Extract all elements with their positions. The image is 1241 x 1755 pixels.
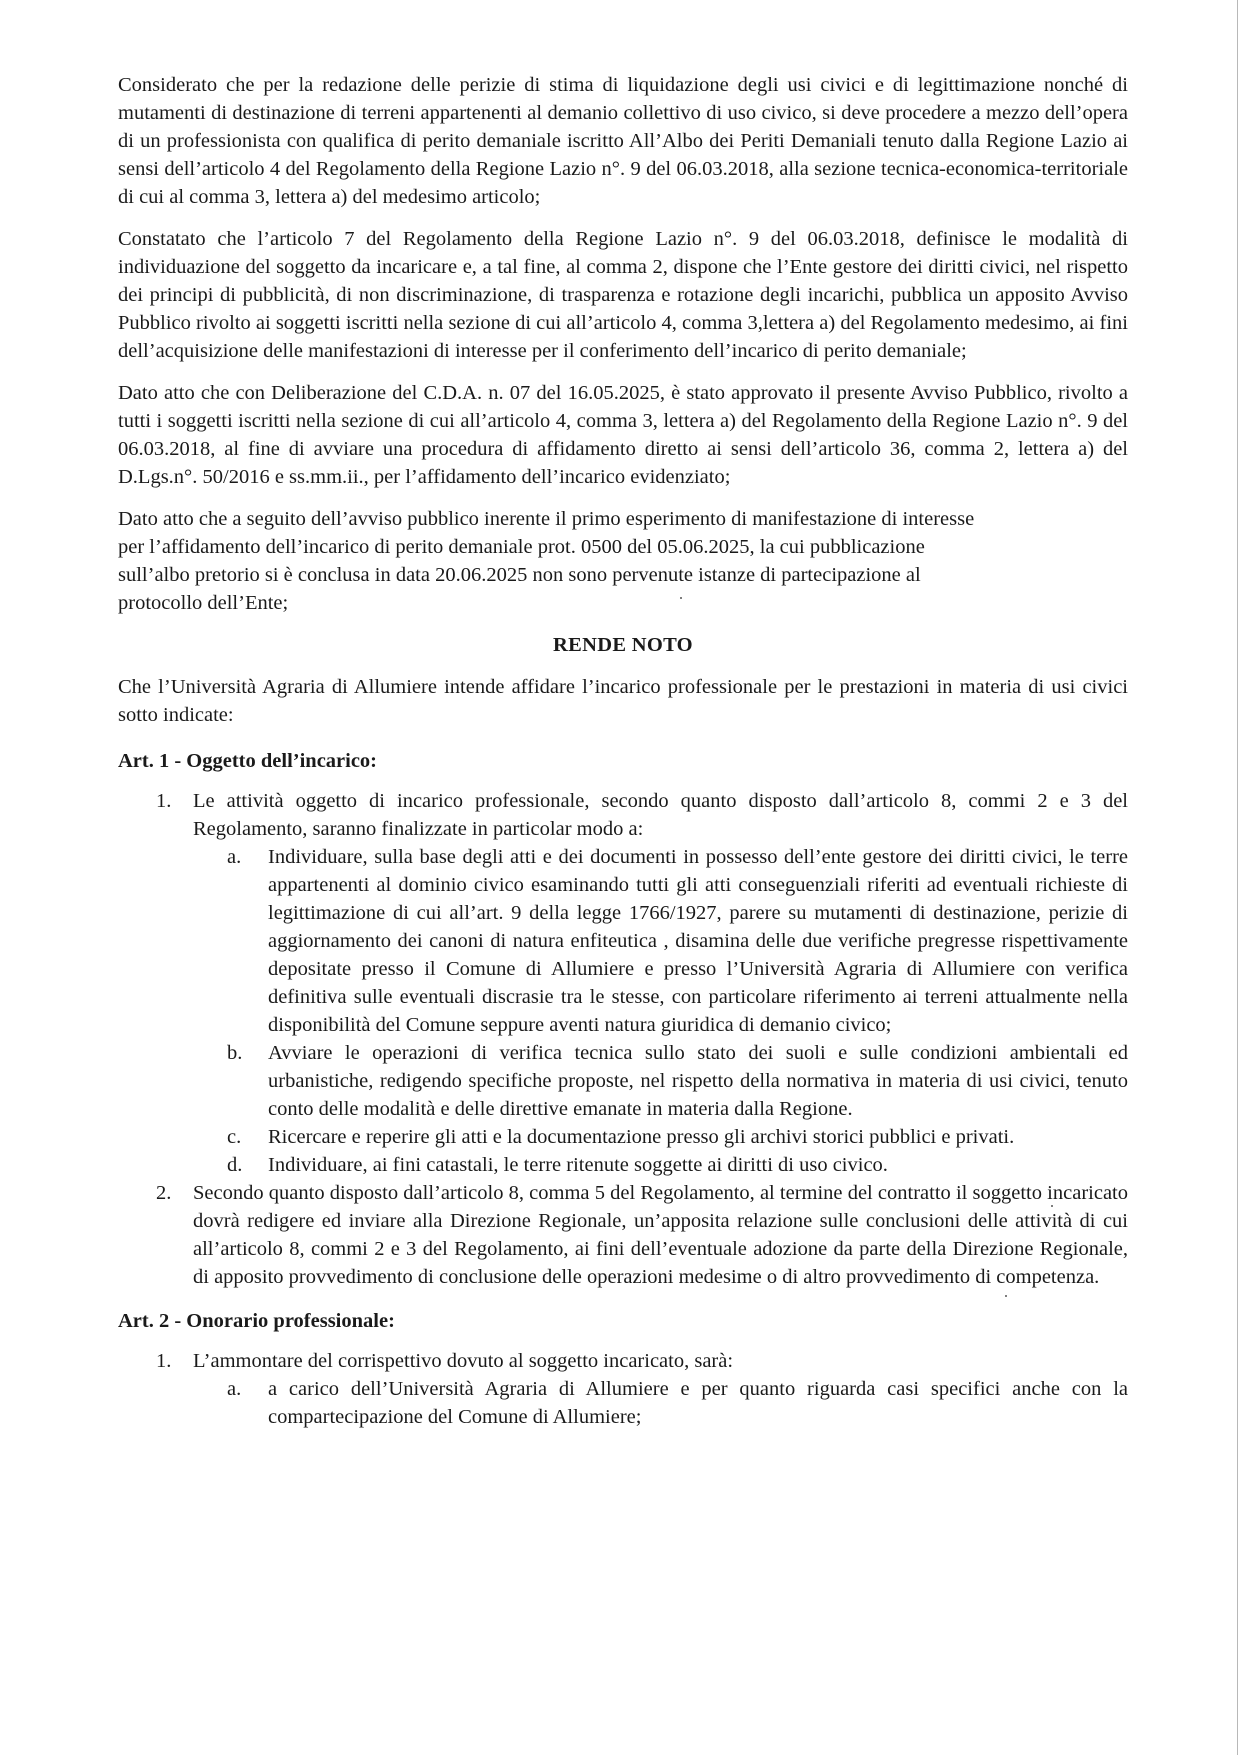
art1-subitem-c-text: Ricercare e reperire gli atti e la documentazione presso gli archivi storici pubblici e privati. bbox=[268, 1126, 1015, 1148]
rende-noto-heading: RENDE NOTO bbox=[553, 634, 693, 656]
list-marker: a. bbox=[227, 846, 242, 868]
art1-subitem-a-text: Individuare, sulla base degli atti e dei documenti in possesso dell’ente gestore dei diritti civici, le terre appartenenti al dominio civico esaminando tutti gli atti conseguenziali riferiti ad eventuali richieste di legittimazione di cui all’art. 9 della legge 1766/1927, parere su mutamenti di destinazione, perizie di aggiornamento dei canoni di natura enfiteutica , disamina delle due verifiche pregresse rispettivamente depositate presso il Comune di Allumiere e presso l’Università Agraria di Allumiere con verifica definitiva sulle eventuali discrasie tra le stesse, con particolare riferimento ai terreni attualmente nella disponibilità del Comune seppure aventi natura giuridica di demanio civico; bbox=[268, 846, 1128, 1036]
art1-item-1 bbox=[156, 787, 1128, 1179]
list-marker: c. bbox=[227, 1126, 242, 1148]
paragraph-dato-atto-deliberazione: Dato atto che con Deliberazione del C.D.A. n. 07 del 16.05.2025, è stato approvato il presente Avviso Pubblico, rivolto a tutti i soggetti iscritti nella sezione di cui all’articolo 4, comma 3, lettera a) del Regolamento della Regione Lazio n°. 9 del 06.03.2018, al fine di avviare una procedura di affidamento diretto ai sensi dell’articolo 36, comma 2, lettera a) del D.Lgs.n°. 50/2016 e ss.mm.ii., per l’affidamento dell’incarico evidenziato; bbox=[118, 382, 1128, 488]
list-marker: d. bbox=[227, 1154, 243, 1176]
art1-subitem-b bbox=[227, 1039, 1128, 1123]
paragraph-constatato: Constatato che l’articolo 7 del Regolamento della Regione Lazio n°. 9 del 06.03.2018, definisce le modalità di individuazione del soggetto da incaricare e, a tal fine, al comma 2, dispone che l’Ente gestore dei diritti civici, nel rispetto dei principi di pubblicità, di non discriminazione, di trasparenza e rotazione degli incarichi, pubblica un apposito Avviso Pubblico rivolto ai soggetti iscritti nella sezione di cui all’articolo 4, comma 3,lettera a) del Regolamento medesimo, ai fini dell’acquisizione delle manifestazioni di interesse per il conferimento dell’incarico di perito demaniale; bbox=[118, 228, 1128, 362]
document-body bbox=[118, 71, 1128, 1447]
art1-subitem-d bbox=[227, 1151, 1128, 1179]
paragraph-considerato: Considerato che per la redazione delle perizie di stima di liquidazione degli usi civici e di legittimazione nonché di mutamenti di destinazione di terreni appartenenti al demanio collettivo di uso civico, si deve procedere a mezzo dell’opera di un professionista con qualifica di perito demaniale iscritto All’Albo dei Periti Demaniali tenuto dalla Regione Lazio ai sensi dell’articolo 4 del Regolamento della Regione Lazio n°. 9 del 06.03.2018, alla sezione tecnica-economica-territoriale di cui al comma 3, lettera a) del medesimo articolo; bbox=[118, 74, 1128, 208]
art1-list bbox=[118, 787, 1128, 1291]
scan-edge-line bbox=[1237, 0, 1238, 1755]
art2-item-1-sublist bbox=[193, 1375, 1128, 1431]
intro-paragraph: Che l’Università Agraria di Allumiere intende affidare l’incarico professionale per le prestazioni in materia di usi civici sotto indicate: bbox=[118, 676, 1128, 726]
art1-item-2 bbox=[156, 1179, 1128, 1291]
art1-subitem-a bbox=[227, 843, 1128, 1039]
art1-subitem-b-text: Avviare le operazioni di verifica tecnica sullo stato dei suoli e sulle condizioni ambientali ed urbanistiche, redigendo specifiche proposte, nel rispetto della normativa in materia di usi civici, tenuto conto delle modalità e delle direttive emanate in materia dalla Regione. bbox=[268, 1042, 1128, 1120]
art2-heading: Art. 2 - Onorario professionale: bbox=[118, 1310, 395, 1332]
art2-item-1 bbox=[156, 1347, 1128, 1431]
list-marker: a. bbox=[227, 1378, 242, 1400]
art2-subitem-a-text: a carico dell’Università Agraria di Allumiere e per quanto riguarda casi specifici anche con la compartecipazione del Comune di Allumiere; bbox=[268, 1378, 1128, 1428]
art2-list bbox=[118, 1347, 1128, 1431]
art1-item-2-text: Secondo quanto disposto dall’articolo 8, comma 5 del Regolamento, al termine del contratto il soggetto incaricato dovrà redigere ed inviare alla Direzione Regionale, un’apposita relazione sulle conclusioni delle attività di cui all’articolo 8, commi 2 e 3 del Regolamento, ai fini dell’eventuale adozione da parte della Direzione Regionale, di apposito provvedimento di conclusione delle operazioni medesime o di altro provvedimento di competenza. bbox=[193, 1182, 1128, 1288]
list-marker: b. bbox=[227, 1042, 243, 1064]
art1-item-1-text: Le attività oggetto di incarico professionale, secondo quanto disposto dall’articolo 8, commi 2 e 3 del Regolamento, saranno finalizzate in particolar modo a: bbox=[193, 790, 1128, 840]
art2-item-1-text: L’ammontare del corrispettivo dovuto al soggetto incaricato, sarà: bbox=[193, 1350, 734, 1372]
list-marker: 2. bbox=[156, 1182, 172, 1204]
list-marker: 1. bbox=[156, 790, 172, 812]
art1-item-1-sublist bbox=[193, 843, 1128, 1179]
paragraph-dato-atto-avviso: Dato atto che a seguito dell’avviso pubblico inerente il primo esperimento di manifestazione di interesse per l’affidamento dell’incarico di perito demaniale prot. 0500 del 05.06.2025, la cui pubblicazione sull’albo pretorio si è conclusa in data 20.06.2025 non sono pervenute istanze di partecipazione al protocollo dell’Ente; bbox=[118, 508, 975, 614]
art2-subitem-a bbox=[227, 1375, 1128, 1431]
art1-subitem-d-text: Individuare, ai fini catastali, le terre ritenute soggette ai diritti di uso civico. bbox=[268, 1154, 888, 1176]
art1-subitem-c bbox=[227, 1123, 1128, 1151]
list-marker: 1. bbox=[156, 1350, 172, 1372]
art1-heading: Art. 1 - Oggetto dell’incarico: bbox=[118, 750, 378, 772]
